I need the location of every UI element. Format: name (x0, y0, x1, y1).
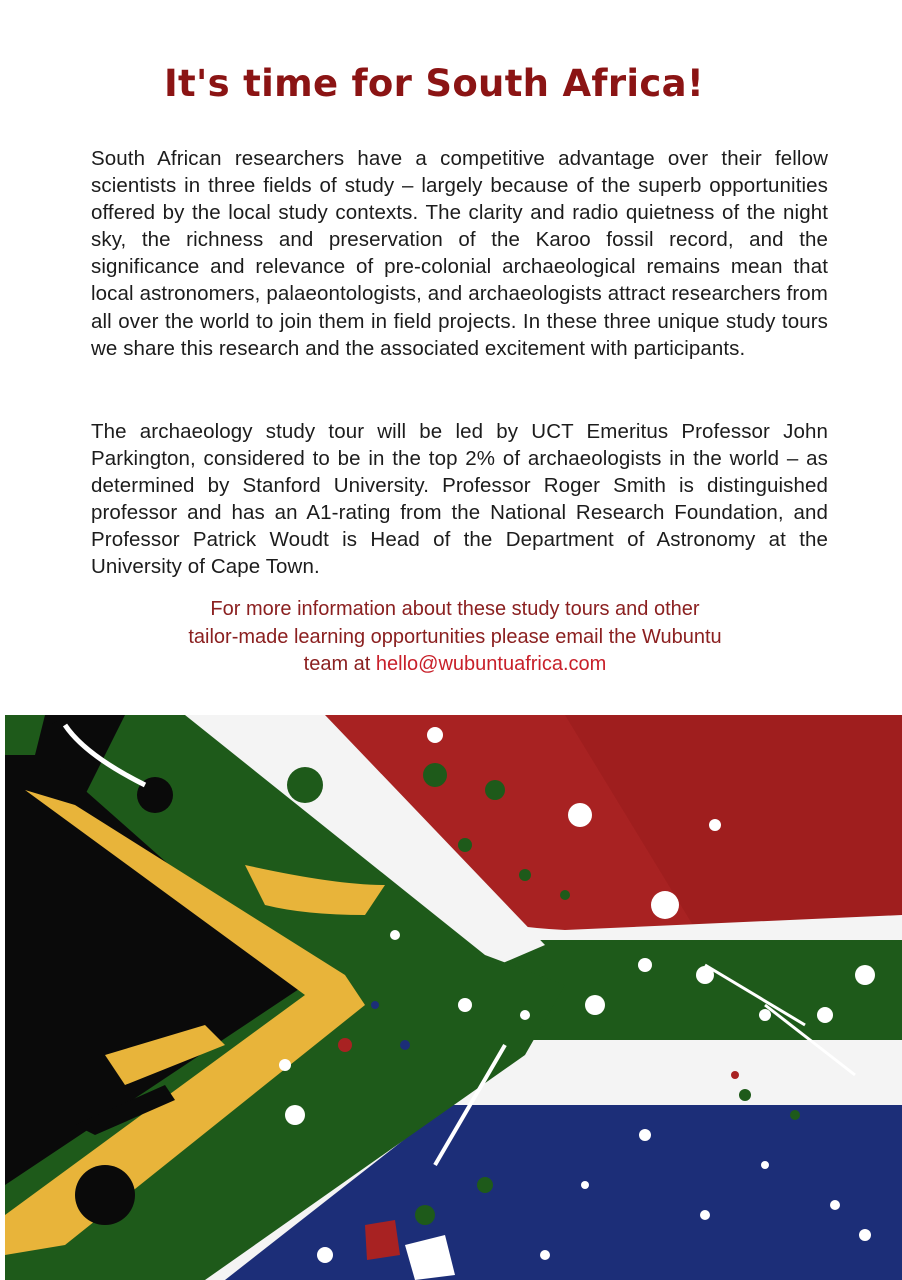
flag-artwork-icon (5, 715, 902, 1280)
contact-info (100, 596, 810, 679)
contact-prefix: team at (303, 653, 376, 675)
email-link[interactable]: hello@wubuntuafrica.com (375, 653, 607, 675)
intro-paragraph: South African researchers have a competitive advantage over their fellow scientists in three fields of study – largely because of the superb opportunities offered by the local study contexts. The clarity and radio quietness of the night sky, the richness and preservation of the Karoo fossil record, and the significance and relevance of pre-colonial archaeological remains mean that local astronomers, palaeontologists, and archaeologists attract researchers from all over the world to join them in field projects. In these three unique study tours we share this research and the associated excitement with participants. (91, 147, 828, 360)
south-africa-flag-image (5, 715, 902, 1280)
contact-line-3 (100, 651, 810, 679)
leaders-paragraph: The archaeology study tour will be led by UCT Emeritus Professor John Parkington, considered to be in the top 2% of archaeologists in the world – as determined by Stanford University. Professor Roger Smith is distinguished professor and has an A1-rating from the National Research Foundation, and Professor Patrick Woudt is Head of the Department of Astronomy at the University of Cape Town. (91, 420, 828, 579)
contact-line-2: tailor-made learning opportunities please email the Wubuntu (188, 625, 722, 648)
page-title: It's time for South Africa! (163, 62, 705, 105)
contact-line-1: For more information about these study tours and other (210, 598, 700, 620)
